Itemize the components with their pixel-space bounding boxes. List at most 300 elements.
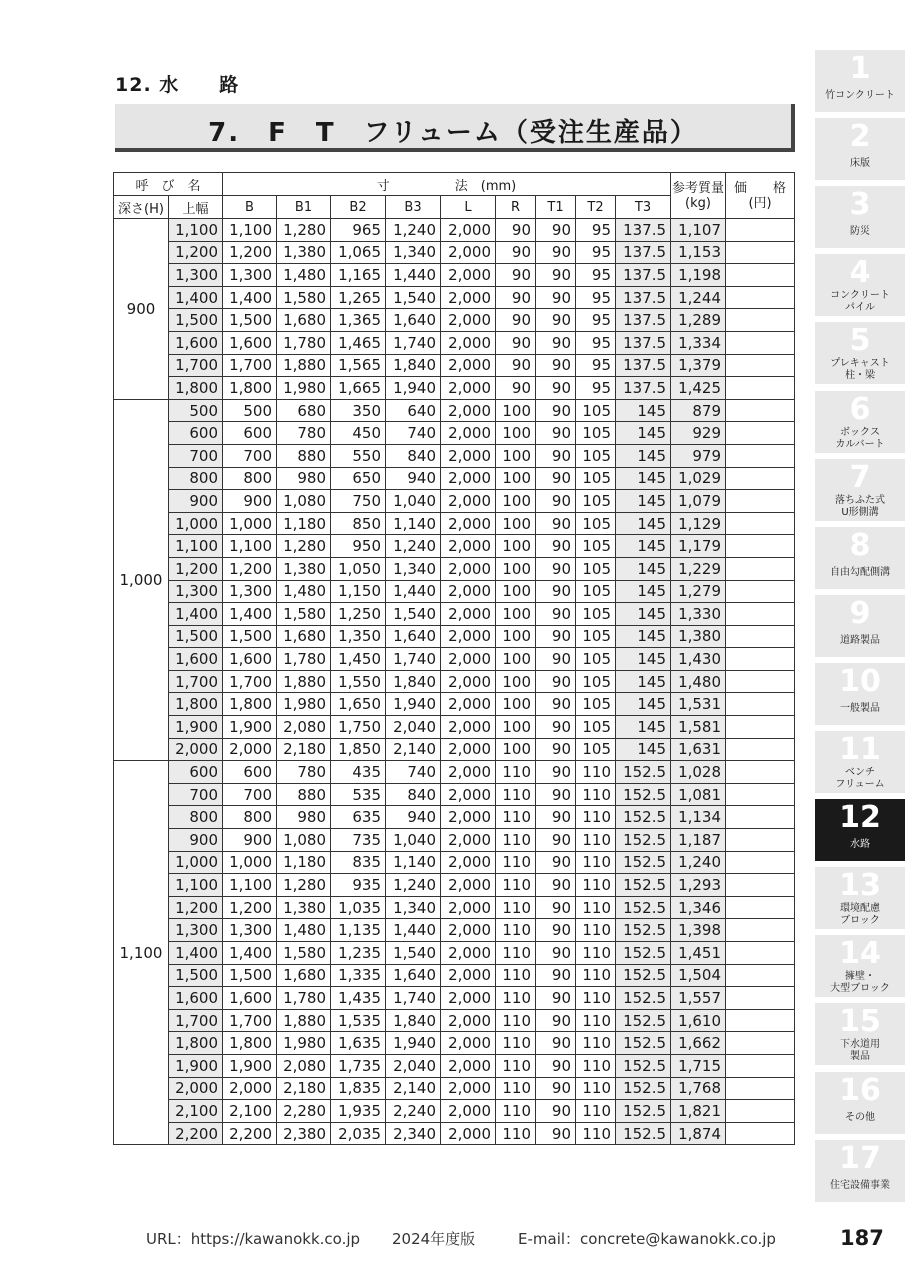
table-row [114,422,795,445]
table-cell: 2,040 [386,716,441,739]
table-cell: 95 [576,264,616,287]
table-cell: 1,400 [223,603,277,626]
table-cell: 1,600 [169,648,223,671]
price-cell [726,422,795,445]
side-tab-11[interactable] [815,731,905,793]
table-cell: 90 [496,377,536,400]
table-cell: 2,000 [441,512,496,535]
price-cell [726,648,795,671]
side-tab-15[interactable] [815,1003,905,1065]
price-cell [726,1009,795,1032]
table-cell: 110 [576,919,616,942]
table-cell: 152.5 [616,1054,671,1077]
table-cell: 1,980 [277,1032,331,1055]
header-price-unit: (円) [748,195,772,211]
table-cell: 2,000 [441,625,496,648]
table-cell: 90 [496,331,536,354]
table-cell: 90 [536,625,576,648]
table-cell: 1,880 [277,1009,331,1032]
side-tab-label: 水路 [850,839,870,851]
table-cell: 1,380 [277,896,331,919]
table-cell: 2,000 [441,264,496,287]
table-cell: 1,153 [671,241,726,264]
table-cell: 1,300 [169,580,223,603]
price-cell [726,354,795,377]
table-cell: 840 [386,444,441,467]
table-cell: 2,140 [386,738,441,761]
table-cell: 152.5 [616,919,671,942]
table-cell: 90 [536,738,576,761]
side-tab-label: 下水道用 製品 [840,1039,880,1063]
header-price-label: 価 格 [734,180,787,196]
table-cell: 100 [496,535,536,558]
table-cell: 90 [496,241,536,264]
table-cell: 1,500 [169,625,223,648]
table-cell: 1,465 [331,331,386,354]
side-tab-label: 防災 [850,226,870,238]
table-cell: 1,200 [169,557,223,580]
table-cell: 1,715 [671,1054,726,1077]
table-cell: 2,000 [441,1032,496,1055]
table-cell: 2,000 [441,942,496,965]
side-tab-16[interactable] [815,1072,905,1134]
table-cell: 110 [576,964,616,987]
table-cell: 1,580 [277,603,331,626]
table-cell: 152.5 [616,1100,671,1123]
table-cell: 1,279 [671,580,726,603]
table-row [114,964,795,987]
price-cell [726,625,795,648]
table-cell: 1,821 [671,1100,726,1123]
table-cell: 90 [536,987,576,1010]
table-cell: 1,240 [671,851,726,874]
table-cell: 1,504 [671,964,726,987]
price-cell [726,987,795,1010]
side-tab-6[interactable] [815,391,905,453]
table-cell: 1,380 [277,241,331,264]
table-cell: 1,300 [223,919,277,942]
price-cell [726,851,795,874]
table-cell: 929 [671,422,726,445]
table-cell: 1,400 [169,942,223,965]
table-cell: 800 [169,467,223,490]
table-cell: 635 [331,806,386,829]
table-cell: 137.5 [616,241,671,264]
table-cell: 105 [576,557,616,580]
table-cell: 110 [496,1122,536,1145]
side-tab-13[interactable] [815,867,905,929]
table-cell: 935 [331,874,386,897]
table-cell: 90 [536,919,576,942]
title-bar [115,104,795,152]
table-cell: 1,768 [671,1077,726,1100]
table-cell: 700 [169,783,223,806]
table-cell: 110 [576,1100,616,1123]
table-cell: 1,735 [331,1054,386,1077]
table-cell: 152.5 [616,783,671,806]
table-cell: 800 [223,806,277,829]
table-cell: 95 [576,309,616,332]
table-cell: 1,040 [386,490,441,513]
side-tab-12[interactable] [815,799,905,861]
table-cell: 145 [616,535,671,558]
table-cell: 2,000 [441,874,496,897]
side-tab-number: 15 [839,1004,881,1040]
side-tab-5[interactable] [815,322,905,384]
table-cell: 90 [536,1032,576,1055]
table-row [114,896,795,919]
side-tab-label: 竹コンクリート [825,90,895,101]
side-tab-number: 3 [849,187,871,223]
table-cell: 90 [536,942,576,965]
table-cell: 1,740 [386,331,441,354]
table-cell: 110 [496,783,536,806]
table-cell: 1,107 [671,219,726,242]
table-cell: 152.5 [616,896,671,919]
table-cell: 2,000 [441,1077,496,1100]
table-cell: 145 [616,422,671,445]
depth-cell: 1,100 [114,761,169,1145]
table-cell: 152.5 [616,942,671,965]
table-cell: 740 [386,761,441,784]
table-row [114,716,795,739]
table-cell: 1,980 [277,377,331,400]
table-cell: 90 [536,1077,576,1100]
table-cell: 2,000 [441,964,496,987]
table-cell: 350 [331,399,386,422]
side-tab-2[interactable] [815,118,905,180]
table-cell: 1,100 [223,535,277,558]
table-row [114,1122,795,1145]
side-tab-14[interactable] [815,935,905,997]
table-cell: 1,100 [169,535,223,558]
table-cell: 1,700 [169,354,223,377]
table-cell: 1,350 [331,625,386,648]
table-cell: 1,631 [671,738,726,761]
table-cell: 90 [536,716,576,739]
table-cell: 1,440 [386,580,441,603]
side-tab-number: 5 [849,323,871,359]
side-tab-number: 6 [849,391,871,427]
table-cell: 1,840 [386,1009,441,1032]
table-cell: 110 [576,1077,616,1100]
table-cell: 2,000 [441,716,496,739]
table-cell: 2,000 [441,354,496,377]
header-name: 呼 び 名 [114,173,223,196]
table-cell: 1,935 [331,1100,386,1123]
header-B1: B1 [277,196,331,219]
table-cell: 110 [576,806,616,829]
table-cell: 1,000 [169,512,223,535]
table-row [114,648,795,671]
table-cell: 1,400 [169,603,223,626]
table-cell: 2,240 [386,1100,441,1123]
table-cell: 1,780 [277,648,331,671]
price-cell [726,467,795,490]
side-tab-8[interactable] [815,527,905,589]
table-cell: 110 [576,1009,616,1032]
table-cell: 110 [496,896,536,919]
table-cell: 1,600 [169,987,223,1010]
table-cell: 1,365 [331,309,386,332]
table-row [114,219,795,242]
table-cell: 1,129 [671,512,726,535]
spec-table-body [114,219,795,1145]
side-tab-3[interactable] [815,186,905,248]
table-cell: 110 [496,761,536,784]
header-mass [671,173,726,219]
price-cell [726,264,795,287]
table-cell: 2,000 [169,738,223,761]
table-cell: 100 [496,399,536,422]
table-cell: 1,100 [169,874,223,897]
table-cell: 1,880 [277,670,331,693]
table-cell: 1,280 [277,874,331,897]
table-cell: 110 [496,919,536,942]
table-cell: 1,840 [386,354,441,377]
table-cell: 640 [386,399,441,422]
table-cell: 1,081 [671,783,726,806]
table-row [114,783,795,806]
table-cell: 1,940 [386,1032,441,1055]
table-cell: 1,700 [223,354,277,377]
table-cell: 1,540 [386,603,441,626]
table-cell: 105 [576,444,616,467]
table-cell: 600 [223,422,277,445]
table-cell: 2,140 [386,1077,441,1100]
table-cell: 1,280 [277,219,331,242]
table-row [114,874,795,897]
table-cell: 1,040 [386,829,441,852]
table-cell: 1,079 [671,490,726,513]
footer-url: URL：https://kawanokk.co.jp [146,1230,361,1248]
table-cell: 110 [576,1122,616,1145]
table-cell: 1,550 [331,670,386,693]
table-cell: 110 [496,964,536,987]
table-cell: 110 [576,942,616,965]
table-cell: 1,198 [671,264,726,287]
table-cell: 1,000 [223,512,277,535]
side-tab-4[interactable] [815,254,905,316]
table-cell: 152.5 [616,1009,671,1032]
table-cell: 900 [223,490,277,513]
table-cell: 90 [536,670,576,693]
table-cell: 1,200 [169,241,223,264]
side-tab-number: 16 [839,1072,881,1108]
table-cell: 100 [496,444,536,467]
table-cell: 152.5 [616,987,671,1010]
table-cell: 1,835 [331,1077,386,1100]
table-cell: 1,665 [331,377,386,400]
table-cell: 1,346 [671,896,726,919]
table-cell: 90 [536,490,576,513]
table-cell: 105 [576,512,616,535]
table-cell: 1,300 [223,264,277,287]
table-cell: 152.5 [616,1122,671,1145]
price-cell [726,580,795,603]
table-cell: 2,200 [223,1122,277,1145]
table-cell: 1,080 [277,490,331,513]
table-cell: 1,480 [277,919,331,942]
side-tab-label: ベンチ フリューム [835,767,885,790]
table-cell: 1,035 [331,896,386,919]
table-cell: 1,535 [331,1009,386,1032]
price-cell [726,490,795,513]
table-cell: 1,500 [223,964,277,987]
table-cell: 1,980 [277,693,331,716]
table-cell: 500 [169,399,223,422]
side-tab-9[interactable] [815,595,905,657]
table-cell: 1,540 [386,286,441,309]
table-row [114,399,795,422]
table-cell: 1,650 [331,693,386,716]
table-cell: 1,580 [277,942,331,965]
table-cell: 95 [576,354,616,377]
table-cell: 1,400 [223,942,277,965]
table-cell: 550 [331,444,386,467]
table-cell: 145 [616,738,671,761]
table-cell: 2,000 [223,1077,277,1100]
table-cell: 110 [496,1077,536,1100]
table-cell: 750 [331,490,386,513]
table-cell: 2,000 [441,693,496,716]
side-tab-label: 環境配慮 ブロック [840,903,880,927]
table-row [114,512,795,535]
table-cell: 1,480 [671,670,726,693]
side-tab-1[interactable] [815,50,905,112]
table-cell: 100 [496,557,536,580]
table-cell: 780 [277,761,331,784]
table-cell: 1,300 [169,264,223,287]
table-cell: 145 [616,557,671,580]
table-row [114,1054,795,1077]
table-cell: 110 [576,761,616,784]
table-cell: 90 [536,1054,576,1077]
table-cell: 145 [616,716,671,739]
price-cell [726,1054,795,1077]
table-cell: 137.5 [616,264,671,287]
price-cell [726,603,795,626]
table-cell: 90 [536,874,576,897]
table-cell: 152.5 [616,806,671,829]
table-cell: 2,200 [169,1122,223,1145]
table-cell: 145 [616,580,671,603]
table-row [114,1077,795,1100]
table-cell: 2,000 [441,1100,496,1123]
table-cell: 2,000 [441,399,496,422]
table-cell: 1,334 [671,331,726,354]
table-cell: 880 [277,444,331,467]
table-cell: 110 [496,1009,536,1032]
side-tab-7[interactable] [815,459,905,521]
price-cell [726,286,795,309]
table-cell: 145 [616,444,671,467]
table-cell: 1,080 [277,829,331,852]
table-cell: 90 [536,354,576,377]
table-cell: 2,000 [441,648,496,671]
header-T1: T1 [536,196,576,219]
table-cell: 145 [616,670,671,693]
table-cell: 1,900 [169,716,223,739]
side-tab-10[interactable] [815,663,905,725]
table-cell: 1,100 [169,219,223,242]
table-cell: 1,180 [277,512,331,535]
table-cell: 90 [536,693,576,716]
table-cell: 152.5 [616,1077,671,1100]
table-cell: 2,380 [277,1122,331,1145]
table-cell: 1,800 [223,1032,277,1055]
table-cell: 1,340 [386,896,441,919]
price-cell [726,964,795,987]
table-row [114,738,795,761]
price-cell [726,309,795,332]
table-cell: 1,874 [671,1122,726,1145]
table-cell: 1,800 [223,377,277,400]
side-tab-label: プレキャスト 柱・梁 [830,358,890,382]
header-B3: B3 [386,196,441,219]
table-cell: 100 [496,603,536,626]
table-cell: 1,100 [223,219,277,242]
table-cell: 137.5 [616,354,671,377]
table-cell: 740 [386,422,441,445]
table-cell: 90 [536,264,576,287]
table-cell: 650 [331,467,386,490]
price-cell [726,806,795,829]
table-cell: 1,200 [223,557,277,580]
price-cell [726,535,795,558]
table-cell: 1,900 [223,1054,277,1077]
price-cell [726,241,795,264]
table-cell: 2,180 [277,1077,331,1100]
side-tab-number: 12 [839,800,881,836]
table-cell: 1,635 [331,1032,386,1055]
price-cell [726,829,795,852]
table-cell: 1,200 [169,896,223,919]
side-tab-number: 13 [839,868,881,904]
side-tab-label: 住宅設備事業 [830,1179,890,1191]
table-cell: 1,179 [671,535,726,558]
table-cell: 1,150 [331,580,386,603]
table-row [114,331,795,354]
table-cell: 1,800 [169,693,223,716]
header-L: L [441,196,496,219]
table-cell: 1,940 [386,693,441,716]
table-cell: 1,000 [169,851,223,874]
table-cell: 95 [576,241,616,264]
side-tab-number: 2 [849,119,871,155]
table-cell: 2,000 [441,241,496,264]
table-cell: 2,000 [441,670,496,693]
table-cell: 1,500 [169,964,223,987]
price-cell [726,331,795,354]
price-cell [726,1100,795,1123]
table-cell: 1,340 [386,557,441,580]
table-cell: 110 [576,829,616,852]
table-cell: 1,450 [331,648,386,671]
table-cell: 110 [496,1054,536,1077]
side-tab-17[interactable] [815,1140,905,1202]
header-mass-label: 参考質量 [672,180,725,196]
table-cell: 90 [536,399,576,422]
table-cell: 1,335 [331,964,386,987]
table-cell: 95 [576,219,616,242]
table-cell: 2,000 [441,535,496,558]
table-cell: 90 [536,648,576,671]
header-T3: T3 [616,196,671,219]
side-tab-label: その他 [845,1111,875,1123]
table-cell: 2,000 [441,783,496,806]
table-cell: 137.5 [616,377,671,400]
